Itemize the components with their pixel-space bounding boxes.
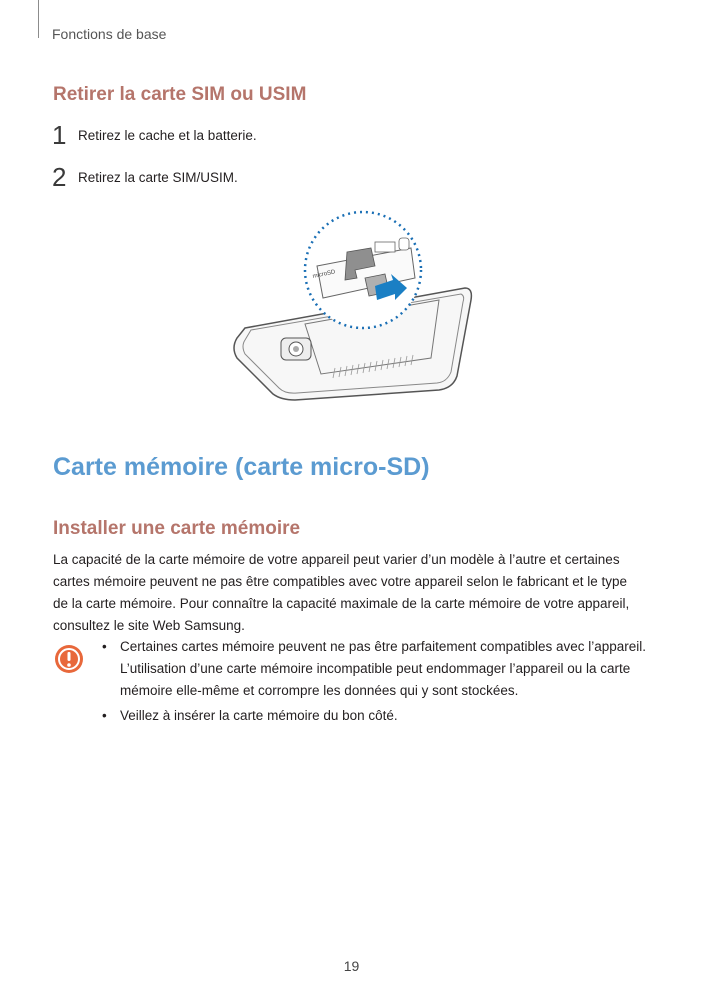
step-1	[52, 122, 257, 148]
step-text: Retirez le cache et la batterie.	[78, 127, 257, 143]
running-header: Fonctions de base	[52, 26, 167, 42]
bullet-marker: •	[102, 708, 107, 723]
header-rule	[38, 0, 39, 38]
list-item-text: Certaines cartes mémoire peuvent ne pas être parfaitement compatibles avec l’appareil. L’utilisation d’une carte mémoire incompatible peut endommager l’appareil ou la carte mémoire elle-même et corrompre les données qui y sont stockées.	[120, 639, 647, 698]
memory-intro-paragraph: La capacité de la carte mémoire de votre appareil peut varier d’un modèle à l’autre et certaines cartes mémoire peuvent ne pas être compatibles avec votre appareil selon le fabricant et le type de la carte mémoire. Pour connaître la capacité maximale de la carte mémoire de votre appareil, consultez le site Web Samsung.	[53, 552, 630, 633]
microsd-slot-label: microSD	[312, 269, 336, 280]
camera-module-icon	[281, 338, 311, 360]
list-item	[100, 636, 660, 702]
warning-icon	[54, 644, 84, 674]
sim-removal-illustration	[225, 208, 475, 408]
memory-section-title: Carte mémoire (carte micro-SD)	[53, 453, 430, 481]
memory-subsection-title: Installer une carte mémoire	[53, 518, 301, 539]
list-item	[100, 705, 660, 727]
bullet-marker: •	[102, 639, 107, 654]
sim-section-title: Retirer la carte SIM ou USIM	[53, 84, 307, 105]
step-number: 2	[52, 162, 67, 192]
step-number: 1	[52, 120, 67, 150]
page-number: 19	[343, 958, 360, 974]
list-item-text: Veillez à insérer la carte mémoire du bon côté.	[120, 708, 398, 723]
warning-list	[100, 636, 660, 730]
step-2	[52, 164, 238, 190]
step-text: Retirez la carte SIM/USIM.	[78, 169, 238, 185]
